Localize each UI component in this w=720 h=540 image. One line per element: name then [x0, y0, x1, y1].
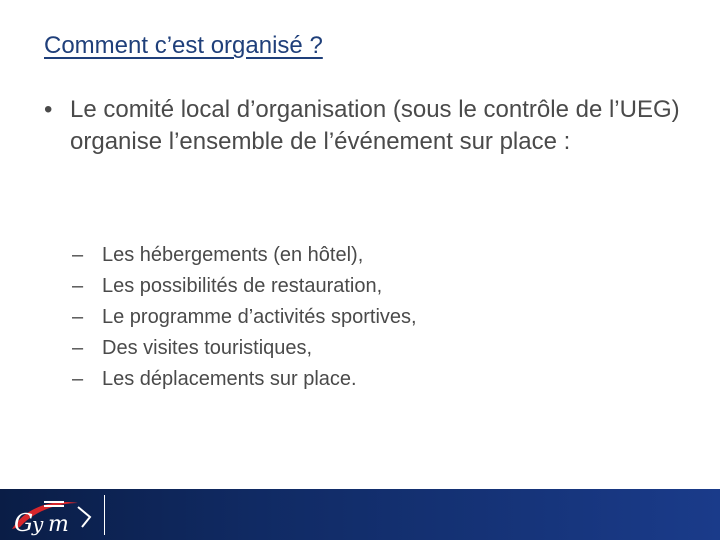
list-item — [72, 271, 417, 302]
list-item — [72, 333, 417, 364]
federation-francaise-gym-logo-icon — [8, 493, 98, 537]
list-item — [72, 302, 417, 333]
svg-text:G: G — [14, 509, 34, 537]
logo-divider — [104, 495, 105, 535]
list-item-text: Les hébergements (en hôtel), — [102, 244, 364, 266]
dash-marker: – — [72, 337, 84, 359]
slide-title: Comment c’est organisé ? — [44, 32, 323, 59]
list-item-text: Des visites touristiques, — [102, 337, 313, 359]
svg-text:m: m — [48, 512, 69, 537]
bullet-marker: • — [44, 96, 53, 123]
dash-marker: – — [72, 368, 84, 390]
list-item — [72, 364, 417, 395]
dash-marker: – — [72, 275, 84, 297]
dash-marker: – — [72, 306, 84, 328]
main-bullet — [44, 94, 684, 158]
list-item — [72, 240, 417, 271]
main-bullet-text: Le comité local d’organisation (sous le contrôle de l’UEG) organise l’ensemble de l’événement sur place : — [70, 96, 680, 155]
dash-marker: – — [72, 244, 84, 266]
list-item-text: Le programme d’activités sportives, — [102, 306, 417, 328]
footer-bar — [0, 489, 720, 540]
list-item-text: Les déplacements sur place. — [102, 368, 357, 390]
svg-text:y: y — [32, 512, 44, 536]
list-item-text: Les possibilités de restauration, — [102, 275, 383, 297]
sub-bullet-list — [72, 240, 417, 395]
